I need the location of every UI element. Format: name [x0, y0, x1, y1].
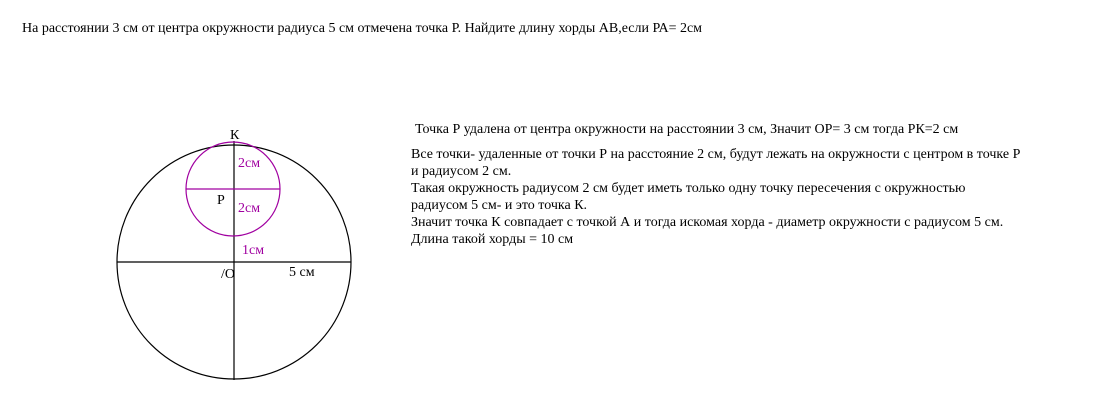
solution-explanation [411, 121, 1081, 248]
explanation-line-4: Такая окружность радиусом 2 см будет иметь только одну точку пересечения с окружностью [411, 181, 966, 196]
explanation-line-2: Все точки- удаленные от точки Р на расстояние 2 см, будут лежать на окружности с центром в точке Р [411, 147, 1021, 162]
label-p: Р [217, 193, 225, 208]
label-k: К [230, 128, 240, 143]
label-o: /О [221, 267, 235, 282]
explanation-line-1: Точка Р удалена от центра окружности на расстоянии 3 см, Значит ОР= 3 см тогда РК=2 см [415, 122, 959, 137]
label-radius-length: 5 см [289, 265, 315, 280]
problem-statement: На расстоянии 3 см от центра окружности радиуса 5 см отмечена точка Р. Найдите длину хорды АВ,если РА= 2см [22, 21, 703, 36]
label-pk-length: 2см [238, 156, 261, 171]
explanation-line-5: радиусом 5 см- и это точка К. [411, 198, 588, 213]
explanation-line-7: Длина такой хорды = 10 см [411, 232, 574, 247]
label-o-segment-length: 1см [242, 243, 265, 258]
explanation-line-3: и радиусом 2 см. [411, 164, 512, 179]
explanation-line-6: Значит точка К совпадает с точкой А и тогда искомая хорда - диаметр окружности с радиусом 5 см. [411, 215, 1004, 230]
label-p-lower-length: 2см [238, 201, 261, 216]
